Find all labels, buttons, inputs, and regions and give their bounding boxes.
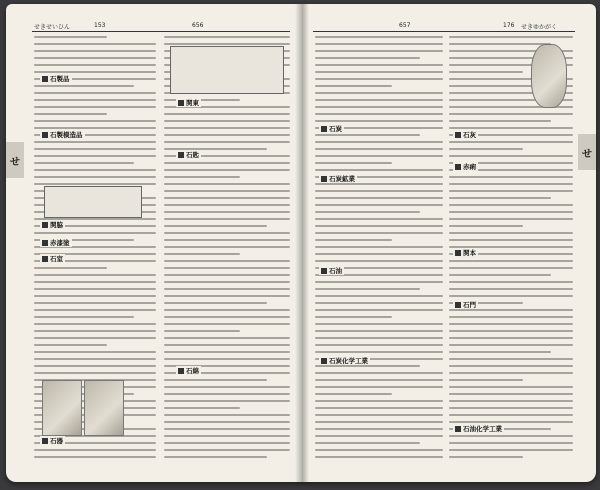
text-line bbox=[164, 309, 290, 311]
stone-tools-illustration bbox=[170, 46, 284, 94]
right-page-number: 657 bbox=[399, 22, 411, 29]
text-line bbox=[315, 316, 392, 318]
text-line bbox=[34, 85, 134, 87]
text-line bbox=[449, 204, 573, 206]
left-page-number: 656 bbox=[192, 22, 204, 29]
text-line bbox=[315, 106, 443, 108]
text-line bbox=[449, 309, 573, 311]
entry-headword: 赤痢 bbox=[453, 162, 478, 171]
text-line bbox=[34, 344, 107, 346]
text-line bbox=[164, 400, 290, 402]
text-line bbox=[449, 190, 573, 192]
book-spread bbox=[6, 4, 596, 482]
text-line bbox=[164, 127, 290, 129]
blade-illustration bbox=[44, 186, 142, 218]
text-line bbox=[449, 386, 573, 388]
text-line bbox=[449, 379, 523, 381]
text-line bbox=[164, 176, 240, 178]
text-line bbox=[164, 225, 267, 227]
text-line bbox=[315, 155, 443, 157]
text-line bbox=[315, 169, 443, 171]
text-line bbox=[34, 50, 156, 52]
text-line bbox=[315, 400, 443, 402]
text-line bbox=[449, 183, 573, 185]
text-line bbox=[34, 232, 156, 234]
text-line bbox=[164, 190, 290, 192]
text-line bbox=[34, 316, 134, 318]
text-line bbox=[164, 274, 290, 276]
text-line bbox=[164, 358, 290, 360]
text-line bbox=[315, 148, 443, 150]
text-line bbox=[449, 176, 573, 178]
text-line bbox=[315, 428, 443, 430]
text-line bbox=[315, 309, 443, 311]
text-line bbox=[34, 64, 156, 66]
text-line bbox=[164, 162, 290, 164]
text-line bbox=[449, 260, 573, 262]
text-line bbox=[449, 400, 573, 402]
entry-headword: 石炭 bbox=[319, 124, 344, 133]
text-line bbox=[164, 134, 290, 136]
text-line bbox=[34, 288, 156, 290]
text-line bbox=[315, 302, 443, 304]
text-line bbox=[164, 456, 267, 458]
entry-headword: 石製模造品 bbox=[40, 130, 85, 139]
text-line bbox=[315, 120, 443, 122]
text-line bbox=[449, 351, 551, 353]
entry-headword: 関本 bbox=[453, 248, 478, 257]
text-line bbox=[164, 36, 290, 38]
text-line bbox=[164, 246, 290, 248]
text-line bbox=[34, 309, 156, 311]
text-line bbox=[34, 120, 156, 122]
text-line bbox=[315, 64, 443, 66]
text-line bbox=[449, 372, 573, 374]
text-line bbox=[449, 43, 551, 45]
text-line bbox=[315, 449, 443, 451]
text-line bbox=[449, 36, 573, 38]
text-line bbox=[34, 162, 134, 164]
text-line bbox=[315, 99, 443, 101]
text-line bbox=[164, 218, 290, 220]
text-line bbox=[315, 218, 443, 220]
text-line bbox=[34, 43, 156, 45]
text-line bbox=[449, 323, 573, 325]
text-line bbox=[164, 260, 290, 262]
right-page bbox=[307, 4, 596, 482]
text-line bbox=[449, 281, 573, 283]
text-line bbox=[449, 113, 573, 115]
text-line bbox=[315, 281, 443, 283]
entry-headword: 石灰 bbox=[453, 130, 478, 139]
text-line bbox=[315, 183, 443, 185]
text-line bbox=[315, 211, 420, 213]
text-line bbox=[315, 435, 443, 437]
text-line bbox=[449, 421, 573, 423]
text-line bbox=[34, 365, 156, 367]
text-line bbox=[164, 302, 267, 304]
left-header-rule bbox=[32, 31, 290, 32]
stone-artifact-photo bbox=[531, 44, 567, 108]
text-line bbox=[164, 330, 240, 332]
figure-illustration-1 bbox=[42, 380, 82, 436]
text-line bbox=[315, 113, 443, 115]
text-line bbox=[34, 330, 156, 332]
text-line bbox=[315, 71, 443, 73]
text-line bbox=[449, 274, 551, 276]
text-line bbox=[164, 295, 290, 297]
text-line bbox=[164, 113, 290, 115]
text-line bbox=[449, 211, 573, 213]
text-line bbox=[34, 141, 156, 143]
right-column-1 bbox=[315, 36, 443, 462]
text-line bbox=[164, 169, 290, 171]
text-line bbox=[449, 414, 573, 416]
text-line bbox=[449, 358, 573, 360]
text-line bbox=[164, 386, 290, 388]
left-page bbox=[6, 4, 297, 482]
text-line bbox=[164, 267, 290, 269]
text-line bbox=[449, 71, 523, 73]
text-line bbox=[315, 190, 443, 192]
text-line bbox=[449, 365, 573, 367]
text-line bbox=[315, 323, 443, 325]
text-line bbox=[34, 323, 156, 325]
text-line bbox=[315, 36, 443, 38]
text-line bbox=[315, 351, 443, 353]
text-line bbox=[315, 386, 443, 388]
text-line bbox=[315, 337, 443, 339]
text-line bbox=[34, 274, 156, 276]
text-line bbox=[34, 351, 156, 353]
text-line bbox=[34, 127, 156, 129]
text-line bbox=[34, 183, 156, 185]
text-line bbox=[449, 449, 573, 451]
text-line bbox=[449, 337, 573, 339]
text-line bbox=[449, 330, 573, 332]
text-line bbox=[164, 288, 290, 290]
text-line bbox=[315, 162, 392, 164]
text-line bbox=[315, 407, 443, 409]
text-line bbox=[34, 449, 156, 451]
text-line bbox=[315, 288, 420, 290]
text-line bbox=[164, 428, 290, 430]
text-line bbox=[164, 211, 290, 213]
text-line bbox=[449, 120, 551, 122]
text-line bbox=[315, 50, 443, 52]
text-line bbox=[164, 183, 290, 185]
right-thumb-index-tab[interactable]: せ bbox=[578, 134, 596, 170]
entry-headword: 石油 bbox=[319, 266, 344, 275]
text-line bbox=[164, 344, 290, 346]
figure-illustration-2 bbox=[84, 380, 124, 436]
text-line bbox=[315, 365, 420, 367]
text-line bbox=[164, 442, 290, 444]
text-line bbox=[164, 239, 290, 241]
entry-headword: 関脇 bbox=[40, 220, 65, 229]
text-line bbox=[34, 267, 107, 269]
text-line bbox=[164, 421, 290, 423]
text-line bbox=[315, 134, 420, 136]
text-line bbox=[34, 302, 156, 304]
text-line bbox=[34, 99, 156, 101]
entry-headword: 石炭化学工業 bbox=[319, 356, 370, 365]
entry-headword: 赤漆塗 bbox=[40, 238, 72, 247]
text-line bbox=[164, 351, 290, 353]
text-line bbox=[164, 120, 290, 122]
text-line bbox=[164, 253, 240, 255]
text-line bbox=[315, 442, 420, 444]
text-line bbox=[449, 148, 523, 150]
text-line bbox=[315, 372, 443, 374]
text-line bbox=[315, 253, 443, 255]
entry-headword: 石門 bbox=[453, 300, 478, 309]
right-running-header: せきゆかがく bbox=[521, 24, 558, 31]
text-line bbox=[449, 225, 523, 227]
text-line bbox=[164, 281, 290, 283]
text-line bbox=[164, 232, 290, 234]
text-line bbox=[315, 141, 443, 143]
text-line bbox=[34, 148, 156, 150]
text-line bbox=[34, 372, 156, 374]
text-line bbox=[449, 344, 573, 346]
text-line bbox=[164, 197, 290, 199]
text-line bbox=[315, 246, 443, 248]
left-header-number: 153 bbox=[94, 22, 106, 29]
text-line bbox=[315, 295, 443, 297]
text-line bbox=[315, 393, 392, 395]
entry-headword: 石器 bbox=[40, 436, 65, 445]
text-line bbox=[315, 421, 443, 423]
left-running-header: せきせいひん bbox=[34, 24, 71, 31]
text-line bbox=[315, 197, 443, 199]
text-line bbox=[34, 92, 156, 94]
text-line bbox=[34, 57, 156, 59]
text-line bbox=[34, 36, 107, 38]
text-line bbox=[449, 141, 573, 143]
entry-headword: 石製品 bbox=[40, 74, 72, 83]
text-line bbox=[315, 57, 420, 59]
right-header-rule bbox=[313, 31, 575, 32]
text-line bbox=[164, 407, 240, 409]
text-line bbox=[449, 442, 573, 444]
text-line bbox=[315, 232, 443, 234]
text-line bbox=[449, 456, 523, 458]
text-line bbox=[449, 393, 573, 395]
text-line bbox=[449, 435, 573, 437]
text-line bbox=[315, 330, 443, 332]
entry-headword: 石綿 bbox=[176, 366, 201, 375]
text-line bbox=[315, 260, 443, 262]
text-line bbox=[315, 92, 443, 94]
text-line bbox=[34, 71, 156, 73]
text-line bbox=[34, 106, 156, 108]
entry-headword: 石炭鉱業 bbox=[319, 174, 357, 183]
entry-headword: 石油化学工業 bbox=[453, 424, 504, 433]
right-header-number: 176 bbox=[503, 22, 515, 29]
text-line bbox=[315, 85, 392, 87]
text-line bbox=[315, 239, 392, 241]
text-line bbox=[34, 456, 156, 458]
text-line bbox=[164, 393, 290, 395]
text-line bbox=[449, 218, 573, 220]
text-line bbox=[164, 323, 290, 325]
text-line bbox=[34, 155, 156, 157]
text-line bbox=[34, 337, 156, 339]
text-line bbox=[315, 414, 443, 416]
text-line bbox=[315, 344, 443, 346]
text-line bbox=[34, 169, 156, 171]
text-line bbox=[164, 379, 267, 381]
text-line bbox=[164, 43, 290, 45]
text-line bbox=[164, 337, 290, 339]
text-line bbox=[315, 204, 443, 206]
text-line bbox=[34, 113, 107, 115]
text-line bbox=[34, 281, 156, 283]
text-line bbox=[449, 197, 551, 199]
text-line bbox=[164, 204, 290, 206]
left-thumb-index-tab[interactable]: せ bbox=[6, 142, 24, 178]
text-line bbox=[164, 435, 290, 437]
text-line bbox=[449, 155, 573, 157]
entry-headword: 石匙 bbox=[176, 150, 201, 159]
text-line bbox=[449, 127, 573, 129]
text-line bbox=[315, 456, 443, 458]
text-line bbox=[164, 449, 290, 451]
text-line bbox=[449, 288, 573, 290]
text-line bbox=[449, 232, 573, 234]
text-line bbox=[449, 407, 573, 409]
entry-headword: 石室 bbox=[40, 254, 65, 263]
text-line bbox=[164, 141, 290, 143]
text-line bbox=[315, 78, 443, 80]
text-line bbox=[164, 316, 290, 318]
text-line bbox=[449, 267, 573, 269]
text-line bbox=[449, 239, 573, 241]
text-line bbox=[34, 295, 156, 297]
text-line bbox=[449, 316, 573, 318]
text-line bbox=[34, 358, 156, 360]
text-line bbox=[315, 225, 443, 227]
text-line bbox=[449, 295, 573, 297]
text-line bbox=[315, 43, 443, 45]
text-line bbox=[164, 414, 290, 416]
text-line bbox=[315, 379, 443, 381]
entry-headword: 関東 bbox=[176, 98, 201, 107]
text-line bbox=[34, 176, 156, 178]
